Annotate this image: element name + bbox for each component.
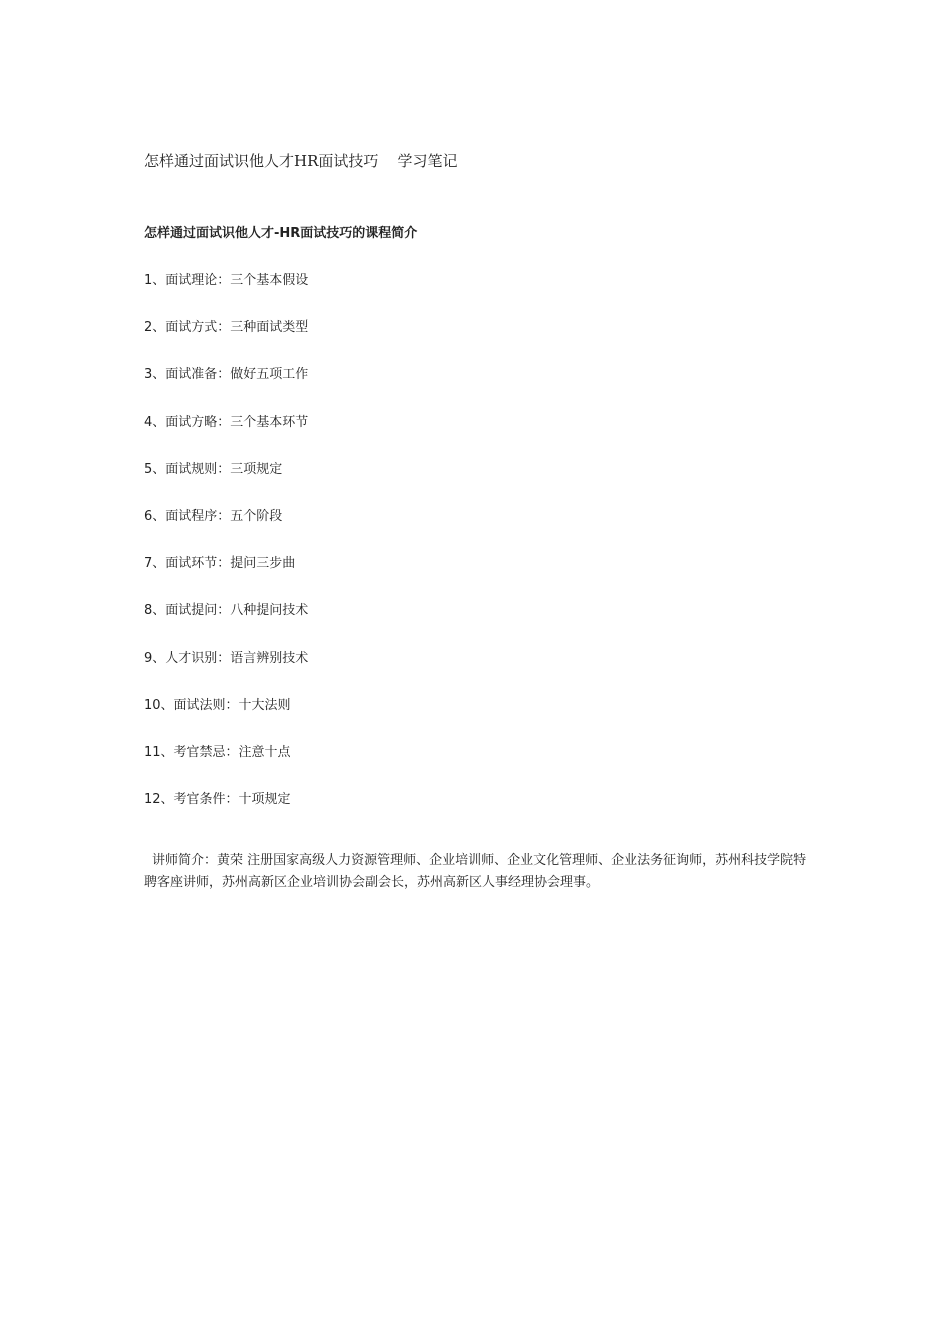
list-item xyxy=(144,318,308,365)
item-text: 、人才识别：语言辨别技术 xyxy=(152,650,309,666)
course-outline-list xyxy=(144,271,308,837)
item-text: 、面试程序：五个阶段 xyxy=(152,508,283,524)
list-item xyxy=(144,365,308,412)
item-text: 、面试提问：八种提问技术 xyxy=(152,603,309,619)
list-item xyxy=(144,601,308,648)
item-text: 、面试法则：十大法则 xyxy=(160,697,291,713)
list-item xyxy=(144,413,308,460)
item-text: 、面试准备：做好五项工作 xyxy=(152,367,309,383)
item-text: 、面试方式：三种面试类型 xyxy=(152,320,309,336)
item-number: 12 xyxy=(144,792,161,808)
document-title: 怎样通过面试识他人才HR面试技巧 学习笔记 xyxy=(144,152,458,170)
item-number: 2 xyxy=(144,320,153,336)
item-number: 7 xyxy=(144,556,153,572)
item-number: 5 xyxy=(144,461,153,477)
list-item xyxy=(144,696,308,743)
item-text: 、面试方略：三个基本环节 xyxy=(152,414,309,430)
item-text: 、面试规则：三项规定 xyxy=(152,461,283,477)
item-text: 、面试理论：三个基本假设 xyxy=(152,273,309,288)
item-text: 、考官条件：十项规定 xyxy=(160,792,291,808)
list-item xyxy=(144,790,308,837)
item-text: 、面试环节：提问三步曲 xyxy=(152,556,296,572)
item-number: 9 xyxy=(144,650,153,666)
section-heading: 怎样通过面试识他人才-HR面试技巧的课程简介 xyxy=(144,226,418,241)
item-text: 、考官禁忌：注意十点 xyxy=(160,744,291,760)
item-number: 6 xyxy=(144,508,153,524)
list-item xyxy=(144,460,308,507)
list-item xyxy=(144,743,308,790)
item-number: 1 xyxy=(144,273,153,288)
item-number: 10 xyxy=(144,697,161,713)
lecturer-bio: 讲师简介：黄荣 注册国家高级人力资源管理师、企业培训师、企业文化管理师、企业法务征询师，苏州科技学院特聘客座讲师，苏州高新区企业培训协会副会长，苏州高新区人事经理协会理事。 xyxy=(144,853,807,890)
list-item xyxy=(144,271,308,318)
item-number: 11 xyxy=(144,744,161,760)
item-number: 4 xyxy=(144,414,153,430)
item-number: 8 xyxy=(144,603,153,619)
list-item xyxy=(144,507,308,554)
item-number: 3 xyxy=(144,367,153,383)
list-item xyxy=(144,649,308,696)
list-item xyxy=(144,554,308,601)
